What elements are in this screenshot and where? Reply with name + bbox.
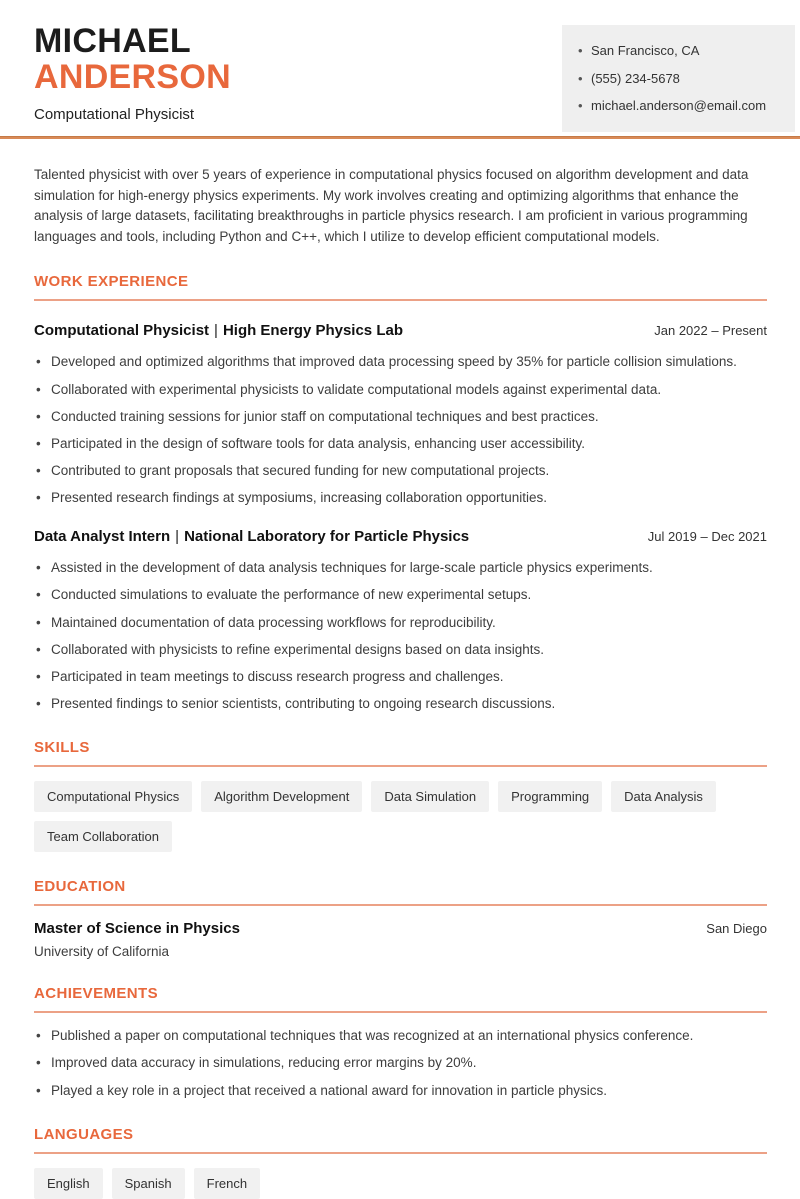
bullet-item: • Conducted training sessions for junior staff on computational techniques and best practices. bbox=[34, 407, 767, 426]
skill-tag: Team Collaboration bbox=[34, 821, 172, 852]
bullet-item: • Conducted simulations to evaluate the performance of new experimental setups. bbox=[34, 585, 767, 604]
section-title-languages: LANGUAGES bbox=[34, 1125, 134, 1143]
skill-tag: Computational Physics bbox=[34, 781, 192, 812]
person-role: Computational Physicist bbox=[34, 106, 195, 124]
section-skills bbox=[34, 739, 767, 852]
education-heading-row bbox=[34, 920, 767, 937]
job-title bbox=[34, 322, 403, 339]
job-bullet-list bbox=[34, 558, 767, 713]
bullet-item: • Improved data accuracy in simulations, reducing error margins by 20%. bbox=[34, 1053, 767, 1072]
job-company: National Laboratory for Particle Physics bbox=[184, 528, 470, 546]
job-entry bbox=[34, 528, 767, 713]
bullet-item: • Developed and optimized algorithms that improved data processing speed by 35% for particle collision simulations. bbox=[34, 352, 767, 371]
bullet-item: • Played a key role in a project that received a national award for innovation in particle physics. bbox=[34, 1081, 767, 1100]
skill-tag-list bbox=[34, 781, 767, 852]
section-rule bbox=[34, 904, 767, 906]
contact-email: • michael.anderson@email.com bbox=[578, 92, 779, 120]
education-location: San Diego bbox=[706, 921, 767, 937]
section-rule bbox=[34, 765, 767, 767]
language-tag: Spanish bbox=[112, 1168, 185, 1199]
job-entry bbox=[34, 322, 767, 507]
section-title-work: WORK EXPERIENCE bbox=[34, 273, 189, 291]
job-bullet-list bbox=[34, 352, 767, 507]
job-company: High Energy Physics Lab bbox=[222, 322, 403, 340]
bullet-item: • Published a paper on computational techniques that was recognized at an international physics conference. bbox=[34, 1026, 767, 1045]
job-dates: Jul 2019 – Dec 2021 bbox=[647, 529, 767, 545]
section-title-achievements: ACHIEVEMENTS bbox=[34, 985, 158, 1003]
contact-phone: • (555) 234-5678 bbox=[578, 65, 779, 93]
bullet-item: • Presented research findings at symposiums, increasing collaboration opportunities. bbox=[34, 488, 767, 507]
contact-location: • San Francisco, CA bbox=[578, 37, 779, 65]
education-degree: Master of Science in Physics bbox=[34, 920, 240, 938]
contact-list bbox=[578, 37, 779, 120]
skill-tag: Algorithm Development bbox=[201, 781, 362, 812]
bullet-item: • Presented findings to senior scientists, contributing to ongoing research discussions. bbox=[34, 694, 767, 713]
job-separator: | bbox=[175, 528, 180, 546]
bullet-item: • Participated in the design of software tools for data analysis, enhancing user accessibility. bbox=[34, 434, 767, 453]
section-rule bbox=[34, 299, 767, 301]
contact-card bbox=[562, 25, 795, 132]
header-divider bbox=[0, 136, 800, 139]
section-rule bbox=[34, 1011, 767, 1013]
language-tag: French bbox=[194, 1168, 260, 1199]
first-name: MICHAEL bbox=[34, 22, 191, 60]
bullet-item: • Contributed to grant proposals that secured funding for new computational projects. bbox=[34, 461, 767, 480]
bullet-item: • Participated in team meetings to discuss research progress and challenges. bbox=[34, 667, 767, 686]
section-education bbox=[34, 878, 767, 959]
job-position: Data Analyst Intern bbox=[34, 528, 171, 546]
job-title bbox=[34, 528, 469, 545]
language-tag-list bbox=[34, 1168, 767, 1199]
job-dates: Jan 2022 – Present bbox=[654, 323, 767, 339]
last-name: ANDERSON bbox=[34, 57, 231, 96]
section-achievements bbox=[34, 985, 767, 1099]
job-heading-row bbox=[34, 528, 767, 545]
section-work-experience bbox=[34, 273, 767, 713]
language-tag: English bbox=[34, 1168, 103, 1199]
section-languages bbox=[34, 1126, 767, 1199]
bullet-item: • Assisted in the development of data analysis techniques for large-scale particle physics experiments. bbox=[34, 558, 767, 577]
bullet-item: • Collaborated with physicists to refine experimental designs based on data insights. bbox=[34, 640, 767, 659]
job-position: Computational Physicist bbox=[34, 322, 210, 340]
skill-tag: Programming bbox=[498, 781, 602, 812]
achievement-list bbox=[34, 1026, 767, 1099]
skill-tag: Data Analysis bbox=[611, 781, 716, 812]
section-rule bbox=[34, 1152, 767, 1154]
header bbox=[0, 0, 800, 123]
bullet-item: • Collaborated with experimental physicists to validate computational models against experimental data. bbox=[34, 380, 767, 399]
resume-body bbox=[0, 165, 800, 1198]
skill-tag: Data Simulation bbox=[371, 781, 489, 812]
job-heading-row bbox=[34, 322, 767, 339]
summary-paragraph: Talented physicist with over 5 years of experience in computational physics focused on algorithm development and data simulation for high-energy physics experiments. My work involves creating and optimizing algorithms that enhance the analysis of large datasets, facilitating breakthroughs in particle physics research. I am proficient in various programming languages and tools, including Python and C++, which I utilize to develop efficient computational models. bbox=[34, 167, 749, 244]
education-school: University of California bbox=[34, 944, 170, 960]
section-title-skills: SKILLS bbox=[34, 739, 90, 757]
section-title-education: EDUCATION bbox=[34, 878, 126, 896]
job-separator: | bbox=[214, 322, 218, 340]
bullet-item: • Maintained documentation of data processing workflows for reproducibility. bbox=[34, 613, 767, 632]
